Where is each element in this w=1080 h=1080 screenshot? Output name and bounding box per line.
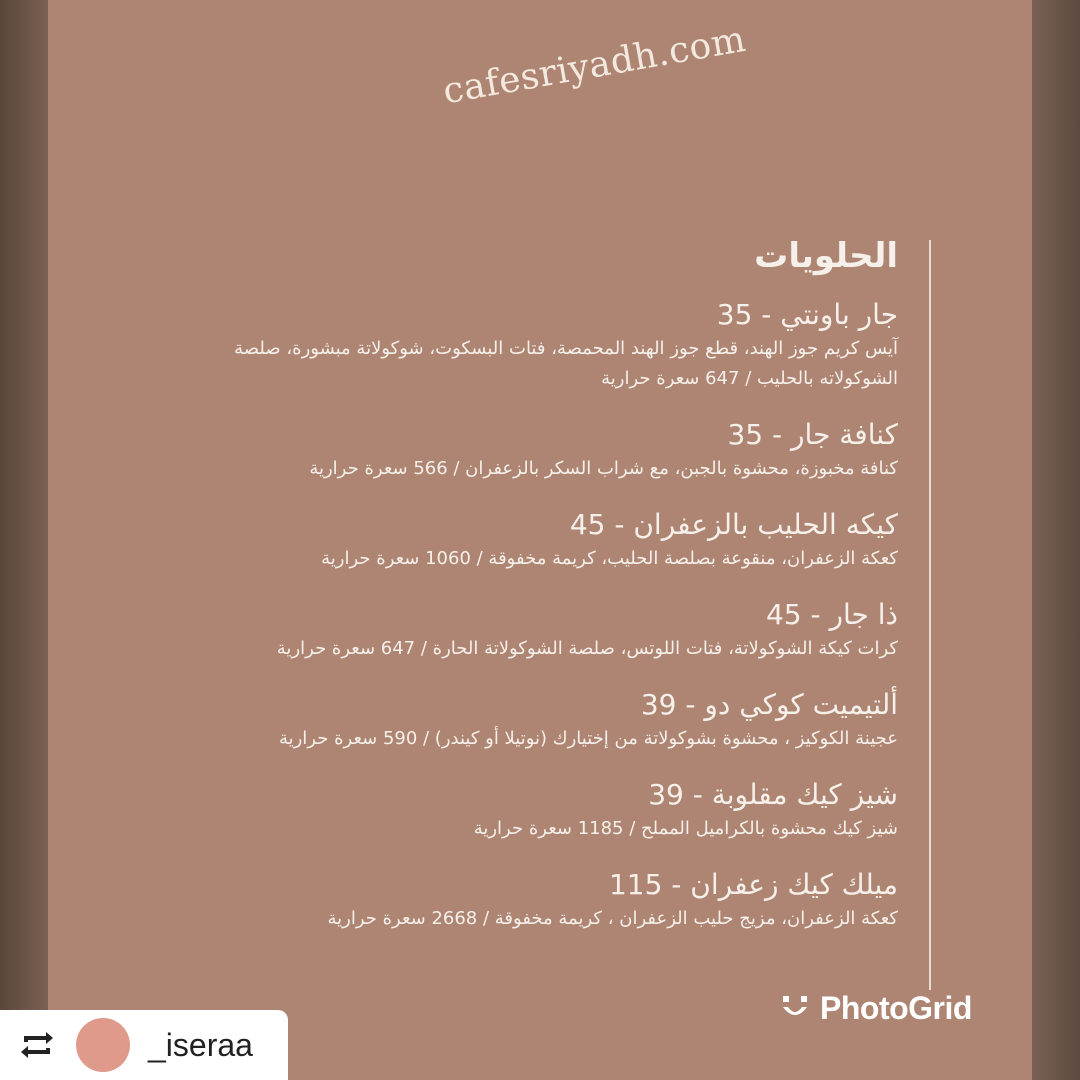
menu-item — [178, 416, 898, 484]
watermark-text: cafesriyadh.com — [440, 18, 749, 113]
menu-item-name: ألتيميت كوكي دو - 39 — [640, 688, 898, 721]
menu-item-description: كعكة الزعفران، منقوعة بصلصة الحليب، كريمة مخفوقة / 1060 سعرة حرارية — [321, 548, 898, 569]
menu-item — [178, 776, 898, 844]
repost-icon — [16, 1024, 58, 1066]
menu-item-name: شيز كيك مقلوبة - 39 — [648, 778, 898, 811]
photogrid-label: PhotoGrid — [820, 989, 972, 1026]
avatar[interactable] — [76, 1018, 130, 1072]
menu-item-description: كنافة مخبوزة، محشوة بالجبن، مع شراب السكر بالزعفران / 566 سعرة حرارية — [309, 458, 898, 479]
menu-item-name: كنافة جار - 35 — [727, 418, 898, 451]
menu-item-name: ميلك كيك زعفران - 115 — [608, 868, 898, 901]
menu-item-name: جار باونتي - 35 — [716, 298, 898, 331]
photogrid-smile-icon — [780, 993, 810, 1023]
menu-item-description: شيز كيك محشوة بالكراميل المملح / 1185 سعرة حرارية — [473, 818, 898, 839]
menu-item-description: عجينة الكوكيز ، محشوة بشوكولاتة من إختيارك (نوتيلا أو كيندر) / 590 سعرة حرارية — [278, 728, 898, 749]
menu-item — [178, 506, 898, 574]
menu-item-description: كرات كيكة الشوكولاتة، فتات اللوتس، صلصة الشوكولاتة الحارة / 647 سعرة حرارية — [276, 638, 898, 659]
vertical-divider — [929, 240, 931, 990]
repost-username[interactable]: _iseraa — [148, 1026, 253, 1063]
menu-item — [178, 866, 898, 934]
menu-item-description: كعكة الزعفران، مزيج حليب الزعفران ، كريمة مخفوقة / 2668 سعرة حرارية — [327, 908, 898, 929]
menu-item-name: كيكه الحليب بالزعفران - 45 — [569, 508, 898, 541]
menu-item — [178, 686, 898, 754]
desserts-menu — [178, 236, 898, 956]
photogrid-logo — [780, 986, 972, 1030]
menu-item — [178, 296, 898, 394]
menu-item — [178, 596, 898, 664]
menu-title: الحلويات — [754, 236, 898, 276]
menu-item-name: ذا جار - 45 — [765, 598, 898, 631]
left-edge — [0, 0, 48, 1080]
menu-item-description: آيس كريم جوز الهند، قطع جوز الهند المحمصة، فتات البسكوت، شوكولاتة مبشورة، صلصة الشوكولاته بالحليب / 647 سعرة حرارية — [234, 338, 898, 389]
right-edge — [1032, 0, 1080, 1080]
repost-badge[interactable] — [0, 1010, 288, 1080]
